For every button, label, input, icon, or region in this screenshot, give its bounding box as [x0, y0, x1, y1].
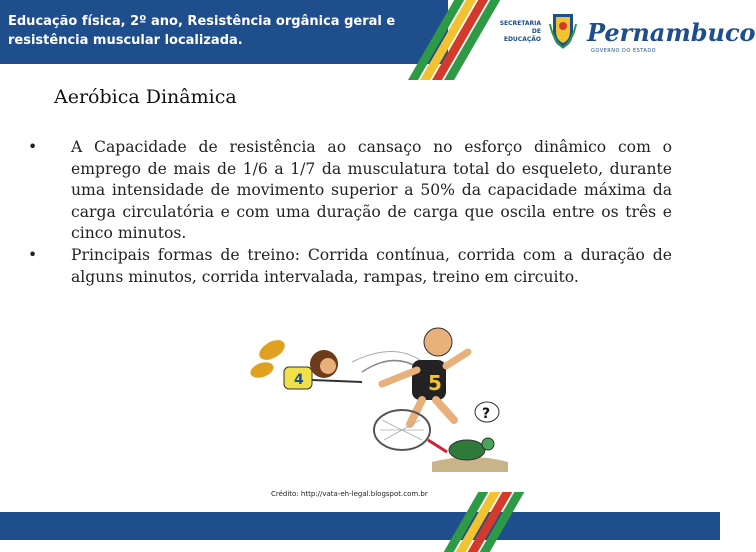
pernambuco-logo [583, 12, 756, 56]
bullet-item [28, 137, 672, 245]
coat-of-arms-icon [548, 10, 578, 50]
question-mark: ? [482, 406, 491, 422]
bullet-text: A Capacidade de resistência ao cansaço no esforço dinâmico com o emprego de mais de 1/6 a 1/7 da musculatura total do esqueleto, durante uma intensidade de movimento superior a 50% da capacidade máxima da carga circulatória e com uma duração de carga que oscila entre os três e cinco minutos. [71, 138, 672, 243]
pernambuco-wordmark: Pernambuco [587, 18, 756, 47]
cartoon-runners-illustration [242, 312, 508, 512]
secretaria-label: SECRETARIA DE EDUCAÇÃO [499, 20, 541, 43]
secretaria-logo [497, 14, 543, 50]
government-tagline: GOVERNO DO ESTADO [591, 48, 657, 54]
lead-runner [352, 328, 468, 424]
slide-header [0, 0, 756, 64]
bullet-marker: • [28, 138, 38, 156]
bullet-text: Principais formas de treino: Corrida contínua, corrida com a duração de alguns minutos, corrida intervalada, rampas, treino em circuito. [71, 245, 672, 286]
back-runner-bib: 4 [294, 372, 304, 388]
runner-bib: 5 [428, 371, 442, 395]
header-title: Educação física, 2º ano, Resistência orgânica geral e resistência muscular localizada. [8, 14, 396, 48]
slide-footer [0, 512, 720, 540]
question-bubble [475, 402, 499, 422]
bullet-item [28, 245, 672, 288]
bullet-list [28, 137, 672, 288]
bullet-marker: • [28, 245, 38, 264]
header-stripes [430, 0, 490, 64]
image-credit: Crédito: http://vata-eh-legal.blogspot.com.br [271, 490, 428, 498]
turtle [449, 438, 494, 460]
footer-stripes [455, 512, 525, 540]
small-runner [248, 336, 362, 389]
slide-title: Aeróbica Dinâmica [54, 86, 237, 108]
